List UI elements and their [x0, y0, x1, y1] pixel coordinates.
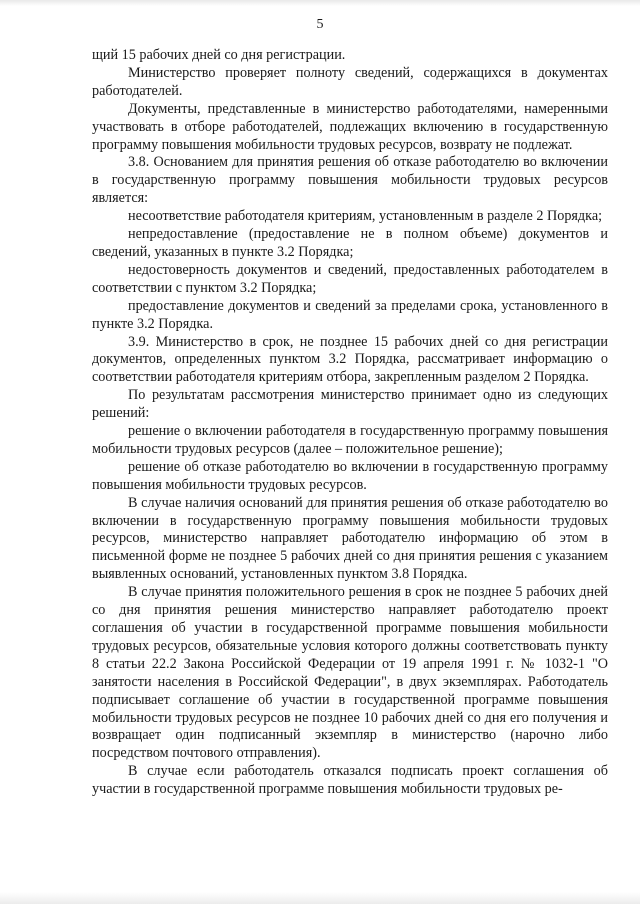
paragraph-ministry-checks: Министерство проверяет полноту сведений, содержащихся в документах работодателей.	[92, 64, 608, 99]
page-number: 5	[316, 17, 324, 32]
paragraph-documents-not-returned: Документы, представленные в министерство работодателями, намеренными участвовать в отборе работодателей, подлежащих включению в государственную программу повышения мобильности трудовых ресурсов, возврату не подлежат.	[92, 100, 608, 153]
paragraph-review-results: По результатам рассмотрения министерство принимает одно из следующих решений:	[92, 387, 608, 422]
paragraph-refusal-notification: В случае наличия оснований для принятия решения об отказе работодателю во включении в государственную программу повышения мобильности трудовых ресурсов, министерство направляет работодателю информацию об этом в письменной форме не позднее 5 рабочих дней со дня принятия решения с указанием выявленных оснований, установленных пунктом 3.8 Порядка.	[92, 494, 608, 583]
paragraph-continuation: щий 15 рабочих дней со дня регистрации.	[92, 47, 346, 63]
paragraph-3-8-refusal-grounds: 3.8. Основанием для принятия решения об отказе работодателю во включении в государственную программу повышения мобильности трудовых ресурсов является:	[92, 154, 608, 207]
scan-edge-top	[0, 0, 640, 6]
scan-edge-bottom	[0, 892, 640, 904]
paragraph-non-submission: непредоставление (предоставление не в полном объеме) документов и сведений, указанных в пункте 3.2 Порядка;	[92, 226, 608, 260]
paragraph-3-9-review: 3.9. Министерство в срок, не позднее 15 рабочих дней со дня регистрации документов, определенных пунктом 3.2 Порядка, рассматривает информацию о соответствии работодателя критериям отбора, закрепленным разделом 2 Порядка.	[92, 333, 608, 386]
document-body	[92, 47, 608, 799]
paragraph-agreement-draft: В случае принятия положительного решения в срок не позднее 5 рабочих дней со дня принятия решения министерство направляет работодателю проект соглашения об участии в государственной программе повышения мобильности трудовых ресурсов, обязательные условия которого должны соответствовать пункту 8 статьи 22.2 Закона Российской Федерации от 19 апреля 1991 г. № 1032-1 "О занятости населения в Российской Федерации", в двух экземплярах. Работодатель подписывает соглашение об участии в государственной программе повышения мобильности трудовых ресурсов не позднее 10 рабочих дней со дня его получения и возвращает один подписанный экземпляр в министерство (нарочно либо посредством почтового отправления).	[92, 584, 608, 762]
paragraph-late-submission: предоставление документов и сведений за пределами срока, установленного в пункте 3.2 Порядка.	[92, 297, 608, 332]
paragraph-positive-decision: решение о включении работодателя в государственную программу повышения мобильности трудовых ресурсов (далее – положительное решение);	[92, 423, 608, 457]
paragraph-refusal-decision: решение об отказе работодателю во включении в государственную программу повышения мобильности трудовых ресурсов.	[92, 458, 608, 493]
paragraph-criteria-mismatch: несоответствие работодателя критериям, установленным в разделе 2 Порядка;	[128, 208, 603, 225]
paragraph-unreliable-documents: недостоверность документов и сведений, предоставленных работодателем в соответствии с пунктом 3.2 Порядка;	[92, 261, 608, 296]
paragraph-employer-refused: В случае если работодатель отказался подписать проект соглашения об участии в государственной программе повышения мобильности трудовых ре-	[92, 763, 608, 798]
